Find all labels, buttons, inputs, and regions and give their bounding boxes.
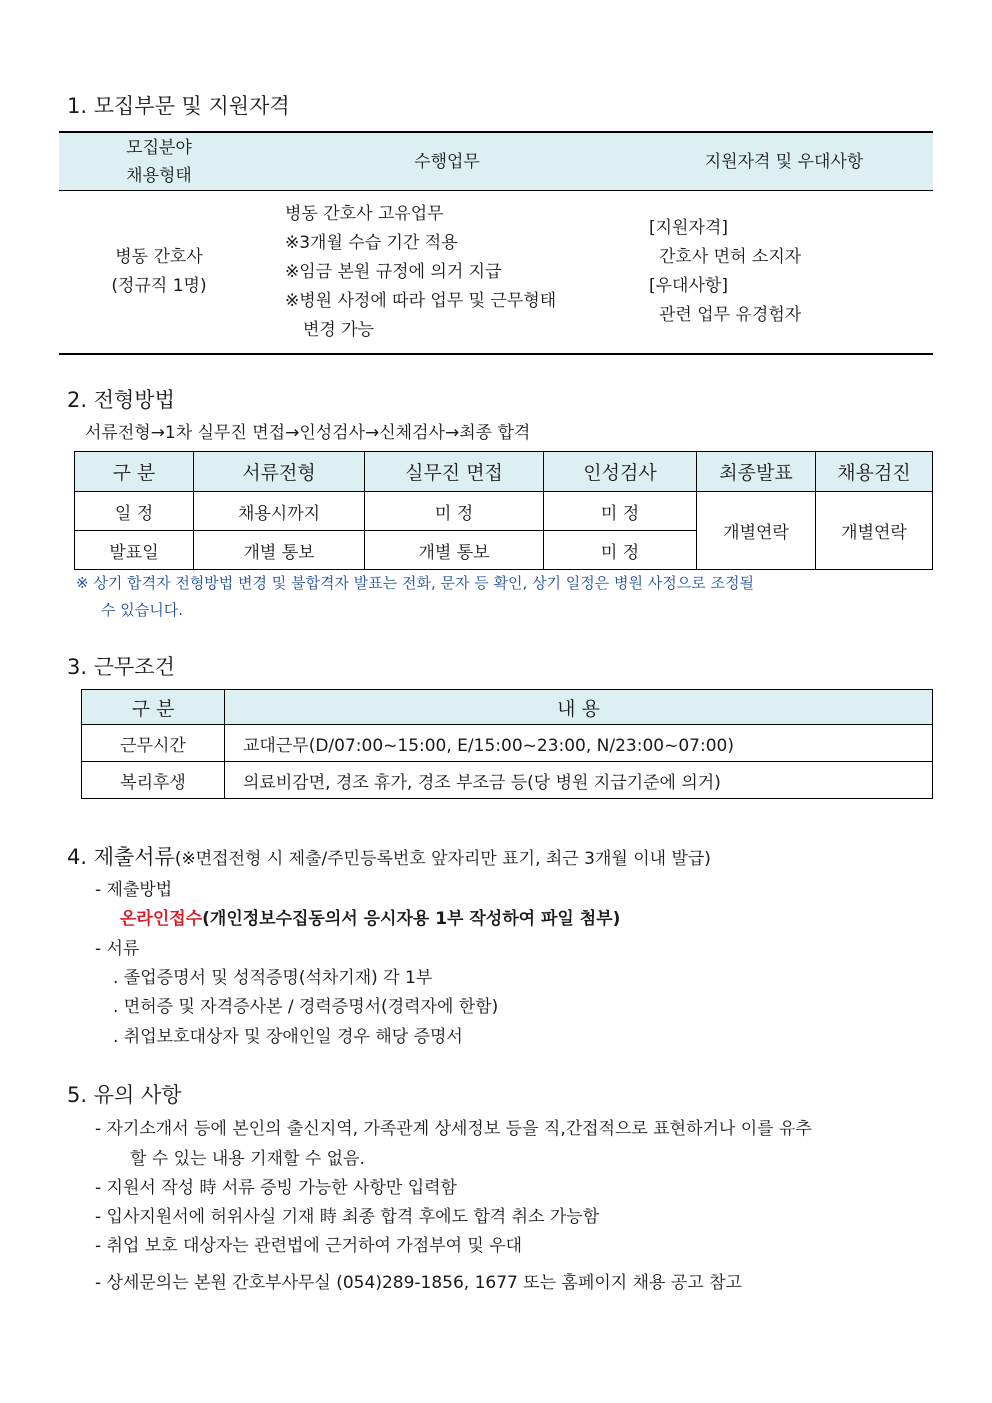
schedule-cell: 채용시까지 (194, 492, 365, 531)
schedule-header: 구 분 (75, 452, 194, 492)
list-item: . 취업보호대상자 및 장애인일 경우 해당 증명서 (113, 1027, 463, 1047)
schedule-header: 인성검사 (544, 452, 697, 492)
section3-title: 3. 근무조건 (67, 655, 175, 679)
schedule-header: 실무진 면접 (365, 452, 544, 492)
header-qualifications: 지원자격 및 우대사항 (635, 132, 933, 191)
schedule-cell: 발표일 (75, 531, 194, 570)
list-item: - 자기소개서 등에 본인의 출신지역, 가족관계 상세정보 등을 직,간접적으로 표현하거나 이를 유추 (95, 1119, 812, 1139)
field-cell: 병동 간호사 (정규직 1명) (111, 247, 207, 296)
section4-heading (67, 841, 711, 871)
conditions-key: 복리후생 (82, 762, 225, 799)
submission-method-label: - 제출방법 (95, 880, 173, 900)
schedule-header: 서류전형 (194, 452, 365, 492)
submission-method-detail: (개인정보수집동의서 응시자용 1부 작성하여 파일 첨부) (202, 909, 621, 929)
conditions-header: 내 용 (225, 690, 933, 725)
duties-cell: 병동 간호사 고유업무 ※3개월 수습 기간 적용 ※임금 본원 규정에 의거 지급 ※병원 사정에 따라 업무 및 근무형태 변경 가능 (285, 203, 557, 340)
conditions-table (81, 689, 933, 799)
schedule-cell: 미 정 (544, 492, 697, 531)
schedule-cell: 일 정 (75, 492, 194, 531)
online-application: 온라인접수 (120, 909, 203, 929)
section4-title: 4. 제출서류 (67, 845, 175, 869)
section2-title: 2. 전형방법 (67, 388, 175, 412)
conditions-header: 구 분 (82, 690, 225, 725)
schedule-header: 채용검진 (816, 452, 933, 492)
list-item: . 면허증 및 자격증사본 / 경력증명서(경력자에 한함) (113, 997, 499, 1017)
schedule-note-line2: 수 있습니다. (101, 601, 183, 619)
final-announcement-cell: 개별연락 (697, 492, 816, 570)
header-duties: 수행업무 (259, 132, 635, 191)
conditions-key: 근무시간 (82, 725, 225, 762)
schedule-cell: 미 정 (365, 492, 544, 531)
list-item: 할 수 있는 내용 기재할 수 없음. (130, 1149, 365, 1169)
section1-title: 1. 모집부문 및 지원자격 (67, 94, 290, 118)
table-row (82, 725, 933, 762)
list-item: - 입사지원서에 허위사실 기재 時 최종 합격 후에도 합격 취소 가능함 (95, 1207, 600, 1227)
list-item: - 지원서 작성 時 서류 증빙 가능한 사항만 입력함 (95, 1178, 457, 1198)
schedule-cell: 개별 통보 (194, 531, 365, 570)
selection-flow: 서류전형→1차 실무진 면접→인성검사→신체검사→최종 합격 (85, 423, 531, 443)
schedule-note-line1: ※ 상기 합격자 전형방법 변경 및 불합격자 발표는 전화, 문자 등 확인, 상기 일정은 병원 사정으로 조정될 (76, 574, 754, 592)
section5-title: 5. 유의 사항 (67, 1083, 182, 1107)
list-item: . 졸업증명서 및 성적증명(석차기재) 각 1부 (113, 968, 433, 988)
submission-method (120, 904, 620, 929)
header-field: 모집분야 채용형태 (59, 132, 259, 191)
health-check-cell: 개별연락 (816, 492, 933, 570)
schedule-cell: 미 정 (544, 531, 697, 570)
qualifications-cell: [지원자격] 간호사 면허 소지자 [우대사항] 관련 업무 유경험자 (649, 218, 802, 325)
list-item: - 취업 보호 대상자는 관련법에 근거하여 가점부여 및 우대 (95, 1236, 523, 1256)
section4-title-note: (※면접전형 시 제출/주민등록번호 앞자리만 표기, 최근 3개월 이내 발급) (174, 849, 711, 869)
contact-info: - 상세문의는 본원 간호부사무실 (054)289-1856, 1677 또는 홈페이지 채용 공고 참고 (95, 1273, 742, 1293)
documents-label: - 서류 (95, 939, 140, 959)
conditions-value: 교대근무(D/07:00~15:00, E/15:00~23:00, N/23:00~07:00) (225, 725, 933, 762)
table-row (82, 762, 933, 799)
schedule-table (74, 451, 933, 570)
schedule-cell: 개별 통보 (365, 531, 544, 570)
recruitment-table (59, 131, 933, 355)
schedule-header: 최종발표 (697, 452, 816, 492)
conditions-value: 의료비감면, 경조 휴가, 경조 부조금 등(당 병원 지급기준에 의거) (225, 762, 933, 799)
table-row (75, 492, 933, 531)
